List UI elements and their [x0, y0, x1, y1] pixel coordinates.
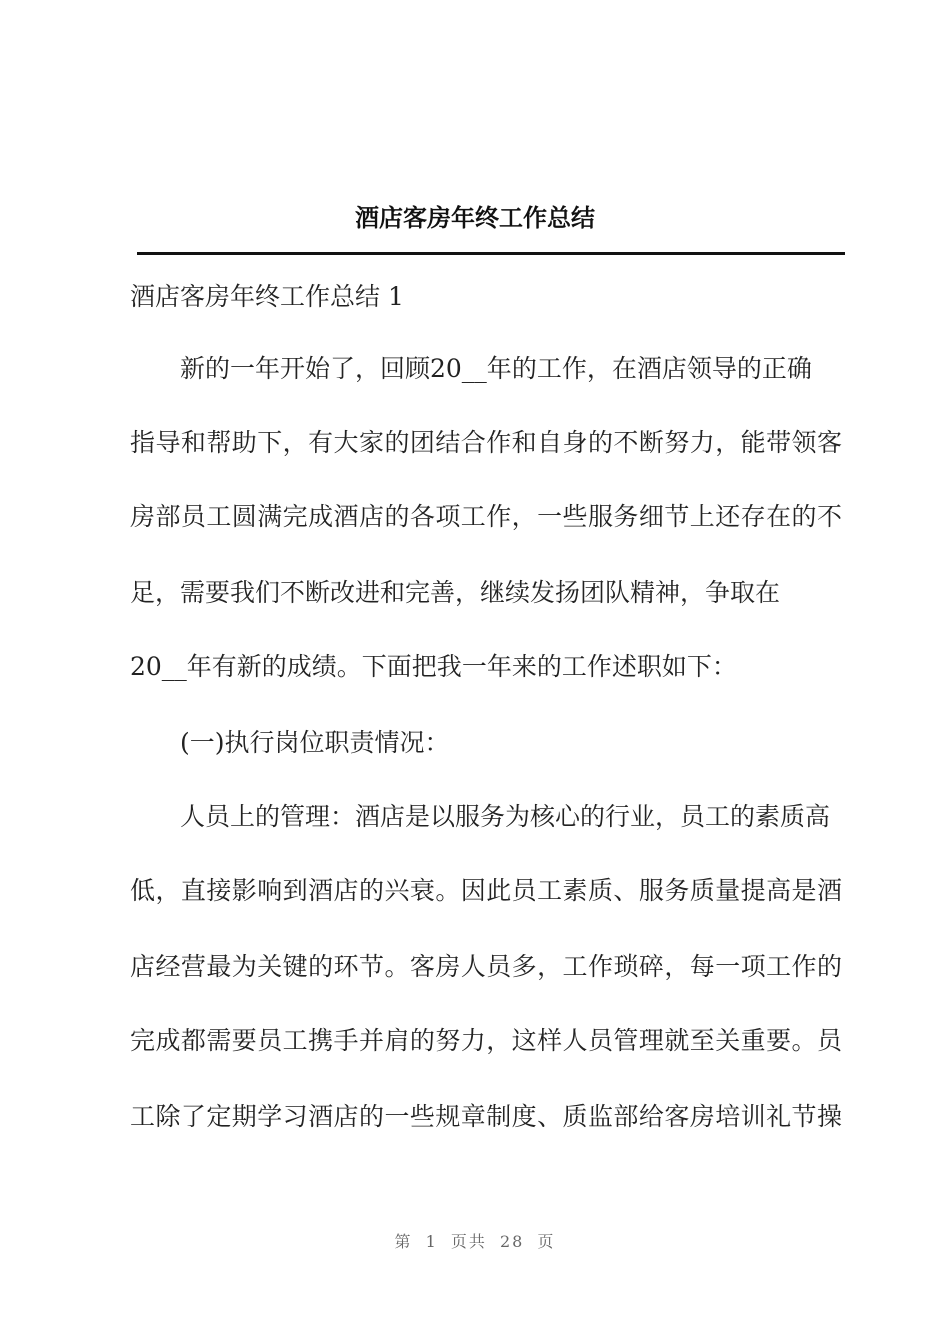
paragraph-line: 低，直接影响到酒店的兴衰。因此员工素质、服务质量提高是酒	[130, 876, 842, 905]
paragraph-line: 足，需要我们不断改进和完善，继续发扬团队精神，争取在	[130, 578, 781, 607]
paragraph-line: 工除了定期学习酒店的一些规章制度、质监部给客房培训礼节操	[130, 1102, 842, 1131]
paragraph-line: 20__年有新的成绩。下面把我一年来的工作述职如下：	[130, 652, 737, 681]
paragraph-line: 房部员工圆满完成酒店的各项工作，一些服务细节上还存在的不	[130, 502, 842, 531]
title-divider	[137, 252, 845, 255]
paragraph-line: 指导和帮助下，有大家的团结合作和自身的不断努力，能带领客	[130, 428, 842, 457]
paragraph-line: 新的一年开始了，回顾20__年的工作，在酒店领导的正确	[180, 354, 812, 383]
section-heading: 酒店客房年终工作总结 1	[130, 282, 404, 311]
document-title: 酒店客房年终工作总结	[355, 203, 595, 232]
paragraph-line: 完成都需要员工携手并肩的努力，这样人员管理就至关重要。员	[130, 1026, 842, 1055]
paragraph-line: 人员上的管理：酒店是以服务为核心的行业，员工的素质高	[180, 802, 831, 831]
paragraph-line: 店经营最为关键的环节。客房人员多，工作琐碎，每一项工作的	[130, 952, 842, 981]
page-number-footer: 第 1 页共 28 页	[394, 1232, 556, 1251]
subsection-heading: (一)执行岗位职责情况：	[180, 728, 450, 757]
